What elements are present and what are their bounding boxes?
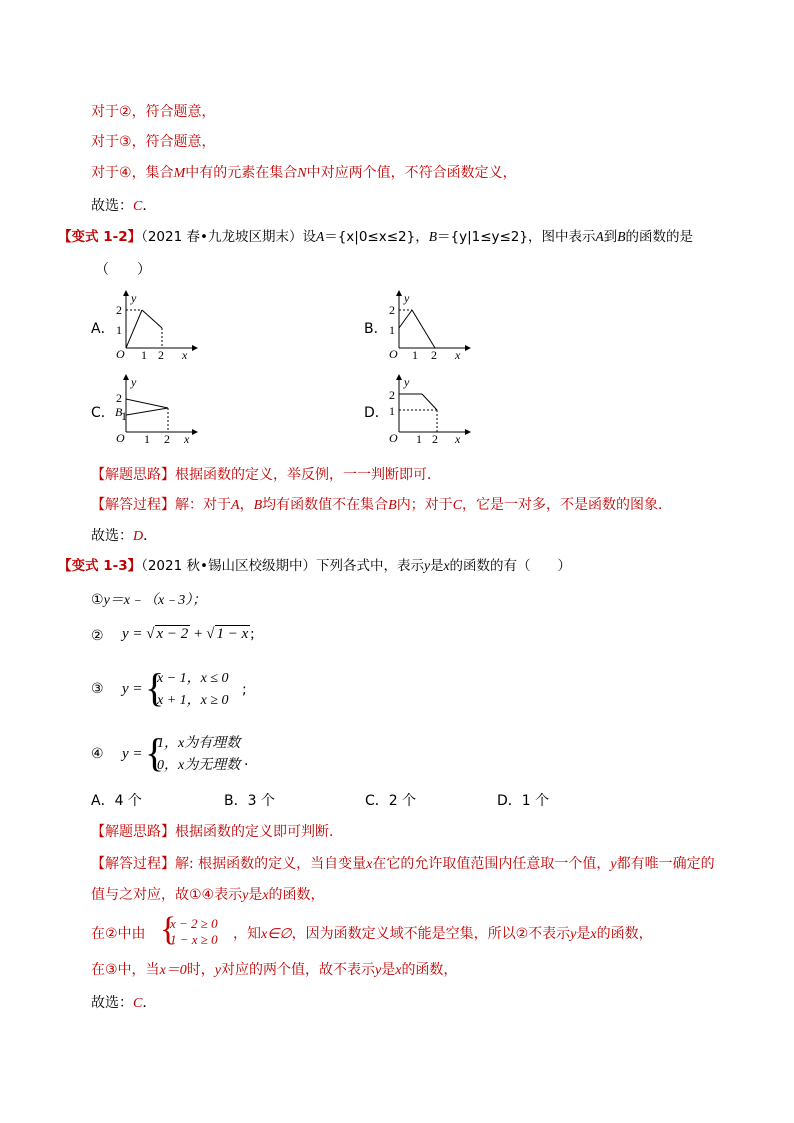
text-suffix: ，符合题意，	[131, 104, 216, 120]
item-number: ①	[91, 592, 104, 608]
option-d-label: D．	[364, 405, 389, 421]
q13-process-line-1	[91, 855, 715, 874]
q13-process-line-2	[91, 886, 325, 905]
q13-heading	[58, 557, 571, 575]
process-tag: 【解答过程】	[91, 856, 175, 872]
tick-y-1: 1	[389, 404, 395, 418]
item-2-expression	[122, 625, 254, 643]
origin: O	[116, 431, 125, 445]
graph-option-c	[112, 372, 198, 448]
expr-lhs: y =	[122, 626, 143, 642]
text: ，因为函数定义域不能是空集，所以②不表示	[291, 926, 571, 942]
solution-line-4	[91, 164, 517, 183]
item-4	[91, 745, 104, 763]
item-3-lhs: y =	[122, 681, 143, 697]
answer-label: 故选：	[91, 995, 133, 1011]
text-suffix: ，符合题意，	[131, 134, 216, 150]
graph-option-a	[112, 288, 198, 364]
set-n: N	[297, 166, 307, 181]
tick-x-2: 2	[431, 348, 437, 362]
var-x-eq: x＝0	[159, 963, 187, 978]
case-1: 1，x为有理数	[157, 736, 241, 751]
graph-option-d	[385, 372, 471, 448]
choice-c: C．2 个	[365, 793, 417, 809]
text: 是	[248, 887, 263, 903]
solution-line-2	[91, 103, 216, 121]
item-4-end: .	[244, 753, 249, 769]
choice-b: B．3 个	[224, 793, 275, 809]
circled-number: ③	[119, 134, 132, 150]
var-y: y	[242, 888, 249, 903]
origin: O	[116, 347, 125, 361]
axis-y: y	[131, 291, 137, 305]
text: 的函数，	[401, 962, 458, 978]
tick-y-1: 1	[116, 323, 122, 337]
text: 的函数，	[596, 926, 653, 942]
answer-value: D	[133, 529, 144, 544]
radicand-2: 1 − x	[216, 626, 249, 642]
axis-x: x	[455, 432, 461, 446]
tick-y-2: 2	[116, 303, 122, 317]
graph-option-b	[385, 288, 471, 364]
set-m: M	[173, 166, 186, 181]
tick-y-1: 1	[389, 323, 395, 337]
var-x: x	[443, 558, 450, 573]
q12-heading	[58, 228, 693, 246]
var-y: y	[423, 558, 430, 573]
var-y: y	[610, 857, 617, 872]
axis-x: x	[184, 432, 190, 446]
answer-end: ．	[143, 528, 158, 544]
answer-label: 故选：	[91, 528, 133, 544]
item-2	[91, 627, 104, 645]
tick-y-2: 2	[116, 391, 122, 405]
set-a-name: A	[315, 229, 325, 244]
answer-end: ．	[142, 995, 157, 1011]
answer-value: C	[133, 996, 143, 1011]
item-3	[91, 680, 104, 698]
tick-x-2: 2	[158, 348, 164, 362]
radicand-1: x − 2	[156, 626, 189, 642]
q12-idea	[91, 466, 441, 484]
tail-a: A	[595, 229, 604, 244]
q12-blank: （ ）	[95, 262, 151, 278]
ref-b: B	[253, 498, 263, 513]
tick-x-1: 1	[141, 348, 147, 362]
left-brace: {	[145, 665, 165, 710]
item-1	[91, 591, 206, 610]
tick-y-1: 1	[121, 409, 127, 423]
origin: O	[389, 431, 398, 445]
text: 中有的元素在集合	[185, 165, 298, 181]
text: 值与之对应，故①④表示	[91, 887, 243, 903]
answer-end: ．	[142, 198, 157, 214]
sqrt-sign: √	[206, 626, 215, 642]
text: 的函数的有（ ）	[449, 558, 571, 574]
q13-process-line-3b	[233, 925, 653, 944]
text: 在③中，当	[91, 962, 160, 978]
tick-x-1: 1	[144, 432, 150, 446]
set-b-name: B	[428, 229, 437, 244]
q13-source: （2021 秋•锡山区校级期中）下列各式中，表示	[141, 558, 424, 574]
empty-set-expr: x∈∅	[261, 927, 292, 942]
tick-y-2: 2	[389, 303, 395, 317]
text: 内；对于	[396, 497, 453, 513]
tick-x-2: 2	[432, 432, 438, 446]
circled-number: ④	[119, 165, 132, 181]
axis-y: y	[404, 375, 410, 389]
var-x: x	[590, 927, 597, 942]
tail-b: B	[617, 229, 626, 244]
item-number: ③	[91, 681, 104, 697]
tick-x-1: 1	[416, 432, 422, 446]
text: 是	[576, 926, 591, 942]
item-number: ②	[91, 628, 104, 644]
q13-idea	[91, 823, 343, 841]
text: 解: 根据函数的定义，当自变量	[175, 856, 367, 872]
text: 时，	[186, 962, 215, 978]
var-y: y	[375, 963, 382, 978]
set-b-def: ＝{y|1≤y≤2}，图中表示	[436, 229, 596, 245]
text-prefix: 对于	[91, 134, 119, 150]
choice-a: A．4 个	[91, 793, 142, 809]
tick-x-2: 2	[164, 432, 170, 446]
var-x: x	[262, 888, 269, 903]
point-b-label: B	[115, 405, 123, 419]
circled-number: ②	[119, 104, 132, 120]
idea-text: 根据函数的定义，举反例，一一判断即可．	[175, 467, 441, 483]
var-x: x	[366, 857, 373, 872]
ref-b: B	[388, 498, 397, 513]
q13-tag: 【变式 1-3】	[58, 558, 142, 574]
option-b-label: B．	[364, 321, 388, 337]
text: ，它是一对多，不是函数的图象．	[462, 497, 673, 513]
text: 中对应两个值，不符合函数定义，	[306, 165, 517, 181]
q12-process	[91, 496, 672, 515]
system-eq-1: x − 2 ≥ 0	[170, 916, 218, 931]
text: 的函数，	[268, 887, 325, 903]
item-3-end: ;	[242, 682, 247, 698]
sqrt-sign: √	[146, 626, 155, 642]
text: ，	[239, 497, 254, 513]
text: 解：对于	[175, 497, 231, 513]
item-number: ④	[91, 746, 104, 762]
left-brace: {	[160, 911, 177, 948]
case-2: x + 1，x ≥ 0	[157, 693, 229, 708]
item-end: ;	[250, 626, 255, 642]
process-tag: 【解答过程】	[91, 497, 175, 513]
choice-d: D．1 个	[497, 793, 550, 809]
var-y: y	[570, 927, 577, 942]
text: 对应的两个值，故不表示	[221, 962, 375, 978]
q12-answer	[91, 527, 157, 546]
text: 都有唯一确定的	[616, 856, 715, 872]
text: 是	[429, 558, 444, 574]
q13-process-line-4	[91, 961, 457, 980]
axis-x: x	[182, 348, 188, 362]
case-2: 0，x为无理数	[157, 758, 241, 773]
solution-line-3	[91, 133, 216, 151]
answer-value: C	[133, 199, 143, 214]
text-prefix: 对于	[91, 104, 119, 120]
ref-c: C	[452, 498, 463, 513]
tick-y-2: 2	[389, 388, 395, 402]
option-c-label: C．	[91, 405, 115, 421]
var-y: y	[214, 963, 221, 978]
text: 在它的允许取值范围内任意取一个值，	[372, 856, 611, 872]
idea-text: 根据函数的定义即可判断．	[175, 824, 343, 840]
answer-label: 故选：	[91, 198, 133, 214]
system-eq-2: 1 − x ≥ 0	[170, 932, 218, 947]
axis-y: y	[131, 375, 137, 389]
text: ，集合	[131, 165, 174, 181]
case-1: x − 1，x ≤ 0	[157, 671, 229, 686]
plus-sign: +	[194, 626, 203, 642]
answer-line	[91, 197, 156, 216]
item-expression: y＝x﹣（x﹣3）；	[103, 593, 207, 608]
var-x: x	[395, 963, 402, 978]
q12-source: （2021 春•九龙坡区期末）设	[141, 229, 316, 245]
text: ，知	[233, 926, 261, 942]
idea-tag: 【解题思路】	[91, 467, 175, 483]
text: 均有函数值不在集合	[262, 497, 389, 513]
tail-end: 的函数的是	[625, 229, 693, 245]
q12-tag: 【变式 1-2】	[58, 229, 142, 245]
tail-mid: 到	[603, 229, 618, 245]
text-prefix: 对于	[91, 165, 119, 181]
origin: O	[389, 347, 398, 361]
tick-x-1: 1	[412, 348, 418, 362]
ref-a: A	[231, 498, 240, 513]
option-a-label: A．	[91, 321, 115, 337]
text: 是	[381, 962, 396, 978]
item-4-lhs: y =	[122, 746, 143, 762]
axis-y: y	[404, 291, 410, 305]
q13-process-line-3a: 在②中由	[91, 926, 146, 942]
left-brace: {	[145, 730, 165, 775]
set-a-def: ＝{x|0≤x≤2}，	[324, 229, 429, 245]
axis-x: x	[455, 348, 461, 362]
q13-answer	[91, 994, 156, 1013]
idea-tag: 【解题思路】	[91, 824, 175, 840]
